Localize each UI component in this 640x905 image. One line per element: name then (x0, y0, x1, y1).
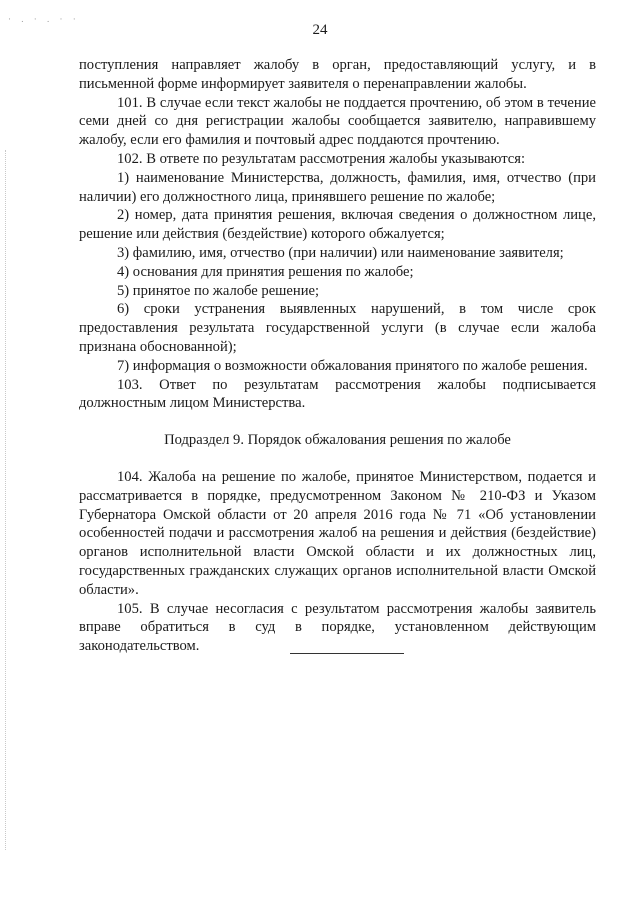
paragraph-103: 103. Ответ по результатам рассмотрения жалобы подписывается должностным лицом Министерства. (79, 376, 596, 412)
scan-artifact: · . · . · · (8, 14, 80, 24)
list-item-1: 1) наименование Министерства, должность, фамилия, имя, отчество (при наличии) его должностного лица, принявшего решение по жалобе; (79, 169, 596, 205)
list-item-2: 2) номер, дата принятия решения, включая сведения о должностном лице, решение или действия (бездействие) которого обжалуется; (79, 207, 596, 243)
list-item-6: 6) сроки устранения выявленных нарушений, в том числе срок предоставления результата государственной услуги (в случае если жалоба признана обоснованной); (79, 301, 596, 355)
list-item-7: 7) информация о возможности обжалования принятого по жалобе решения. (117, 357, 588, 374)
subsection-heading: Подраздел 9. Порядок обжалования решения по жалобе (164, 432, 511, 449)
paragraph-104: 104. Жалоба на решение по жалобе, принятое Министерством, подается и рассматривается в порядке, предусмотренном Законом № 210-ФЗ и Указом Губернатора Омской области от 20 апреля 2016 года № 71 «Об установлении особенностей подачи и рассмотрения жалоб на решения и действия (бездействие) органов исполнительной власти Омской области и их должностных лиц, государственных гражданских служащих органов исполнительной власти Омской области». (79, 468, 596, 598)
list-item-5: 5) принятое по жалобе решение; (117, 282, 320, 299)
end-rule (290, 653, 404, 654)
scan-edge (5, 150, 6, 850)
paragraph-101: 101. В случае если текст жалобы не поддается прочтению, об этом в течение семи дней со дня регистрации жалобы сообщается заявителю, направившему жалобу, если его фамилия и почтовый адрес поддаются прочтению. (79, 94, 596, 149)
paragraph: поступления направляет жалобу в орган, предоставляющий услугу, и в письменной форме информирует заявителя о перенаправлении жалобы. (79, 57, 596, 92)
paragraph-105: 105. В случае несогласия с результатом рассмотрения жалобы заявитель вправе обратиться в суд в порядке, установленном действующим законодательством. (79, 600, 596, 655)
list-item-4: 4) основания для принятия решения по жалобе; (117, 263, 414, 280)
document-body (79, 56, 596, 656)
list-item-3: 3) фамилию, имя, отчество (при наличии) или наименование заявителя; (117, 244, 564, 261)
page-number: 24 (312, 22, 328, 38)
paragraph-102: 102. В ответе по результатам рассмотрения жалобы указываются: (117, 150, 526, 167)
